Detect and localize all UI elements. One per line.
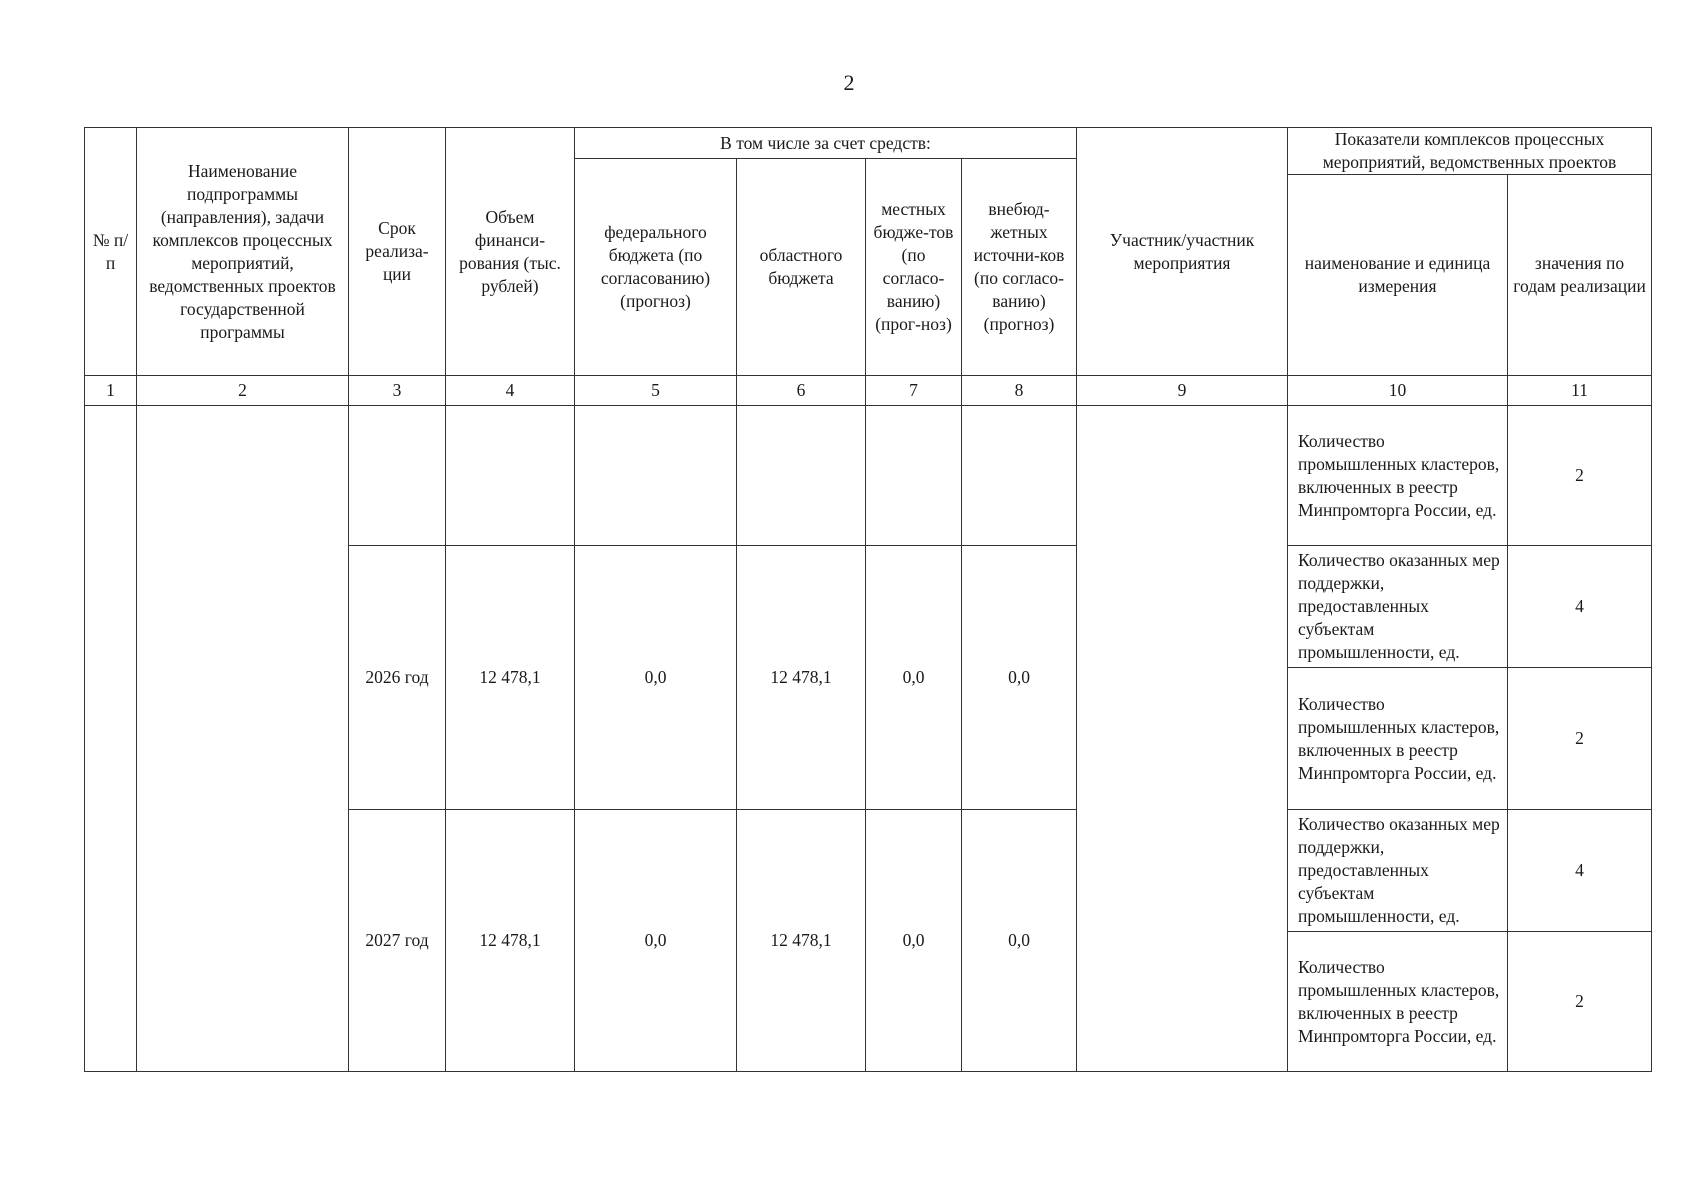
header-col-regional: областного бюджета	[737, 159, 866, 376]
indicator-name-cell: Количество промышленных кластеров, включенных в реестр Минпромторга России, ед.	[1288, 406, 1508, 546]
period-cell	[349, 406, 446, 546]
program-table	[84, 127, 1652, 1072]
column-number: 10	[1288, 376, 1508, 406]
extrabudgetary-cell	[962, 406, 1077, 546]
federal-cell: 0,0	[575, 810, 737, 1072]
indicator-value-cell: 2	[1508, 932, 1652, 1072]
column-number: 8	[962, 376, 1077, 406]
indicator-name-cell: Количество оказанных мер поддержки, предоставленных субъектам промышленности, ед.	[1288, 546, 1508, 668]
column-number: 1	[85, 376, 137, 406]
indicator-value-cell: 4	[1508, 546, 1652, 668]
column-number: 11	[1508, 376, 1652, 406]
table-row	[85, 406, 1652, 546]
column-number: 7	[866, 376, 962, 406]
federal-cell	[575, 406, 737, 546]
indicator-name-cell: Количество промышленных кластеров, включенных в реестр Минпромторга России, ед.	[1288, 668, 1508, 810]
header-group-indicators: Показатели комплексов процессных мероприятий, ведомственных проектов	[1288, 128, 1652, 175]
period-cell: 2027 год	[349, 810, 446, 1072]
local-cell: 0,0	[866, 546, 962, 810]
header-col-participant: Участник/участник мероприятия	[1077, 128, 1288, 376]
regional-cell	[737, 406, 866, 546]
total-funding-cell: 12 478,1	[446, 810, 575, 1072]
extrabudgetary-cell: 0,0	[962, 546, 1077, 810]
indicator-name-cell: Количество оказанных мер поддержки, предоставленных субъектам промышленности, ед.	[1288, 810, 1508, 932]
row-number-cell	[85, 406, 137, 1072]
federal-cell: 0,0	[575, 546, 737, 810]
page-number: 2	[843, 70, 855, 95]
local-cell: 0,0	[866, 810, 962, 1072]
header-col-local: местных бюдже-тов (по согласо-ванию) (прог-ноз)	[866, 159, 962, 376]
regional-cell: 12 478,1	[737, 546, 866, 810]
row-name-cell	[137, 406, 349, 1072]
column-number: 4	[446, 376, 575, 406]
period-cell: 2026 год	[349, 546, 446, 810]
header-col-name: Наименование подпрограммы (направления), задачи комплексов процессных мероприятий, ведомственных проектов государственной программы	[137, 128, 349, 376]
regional-cell: 12 478,1	[737, 810, 866, 1072]
header-col-total-funding: Объем финанси-рования (тыс. рублей)	[446, 128, 575, 376]
indicator-value-cell: 2	[1508, 668, 1652, 810]
total-funding-cell: 12 478,1	[446, 546, 575, 810]
indicator-value-cell: 2	[1508, 406, 1652, 546]
indicator-value-cell: 4	[1508, 810, 1652, 932]
column-number: 5	[575, 376, 737, 406]
header-col-indicator-name: наименование и единица измерения	[1288, 175, 1508, 376]
header-col-indicator-values: значения по годам реализации	[1508, 175, 1652, 376]
total-funding-cell	[446, 406, 575, 546]
column-number: 3	[349, 376, 446, 406]
column-number: 6	[737, 376, 866, 406]
column-number: 2	[137, 376, 349, 406]
column-number: 9	[1077, 376, 1288, 406]
header-group-funding-sources: В том числе за счет средств:	[575, 128, 1077, 159]
header-col-period: Срок реализа-ции	[349, 128, 446, 376]
local-cell	[866, 406, 962, 546]
header-col-federal: федерального бюджета (по согласованию) (прогноз)	[575, 159, 737, 376]
header-row	[85, 128, 1652, 159]
column-numbers-row	[85, 376, 1652, 406]
participant-cell	[1077, 406, 1288, 1072]
indicator-name-cell: Количество промышленных кластеров, включенных в реестр Минпромторга России, ед.	[1288, 932, 1508, 1072]
extrabudgetary-cell: 0,0	[962, 810, 1077, 1072]
header-col-extrabudgetary: внебюд-жетных источни-ков (по согласо-ванию) (прогноз)	[962, 159, 1077, 376]
header-col-number: № п/п	[85, 128, 137, 376]
